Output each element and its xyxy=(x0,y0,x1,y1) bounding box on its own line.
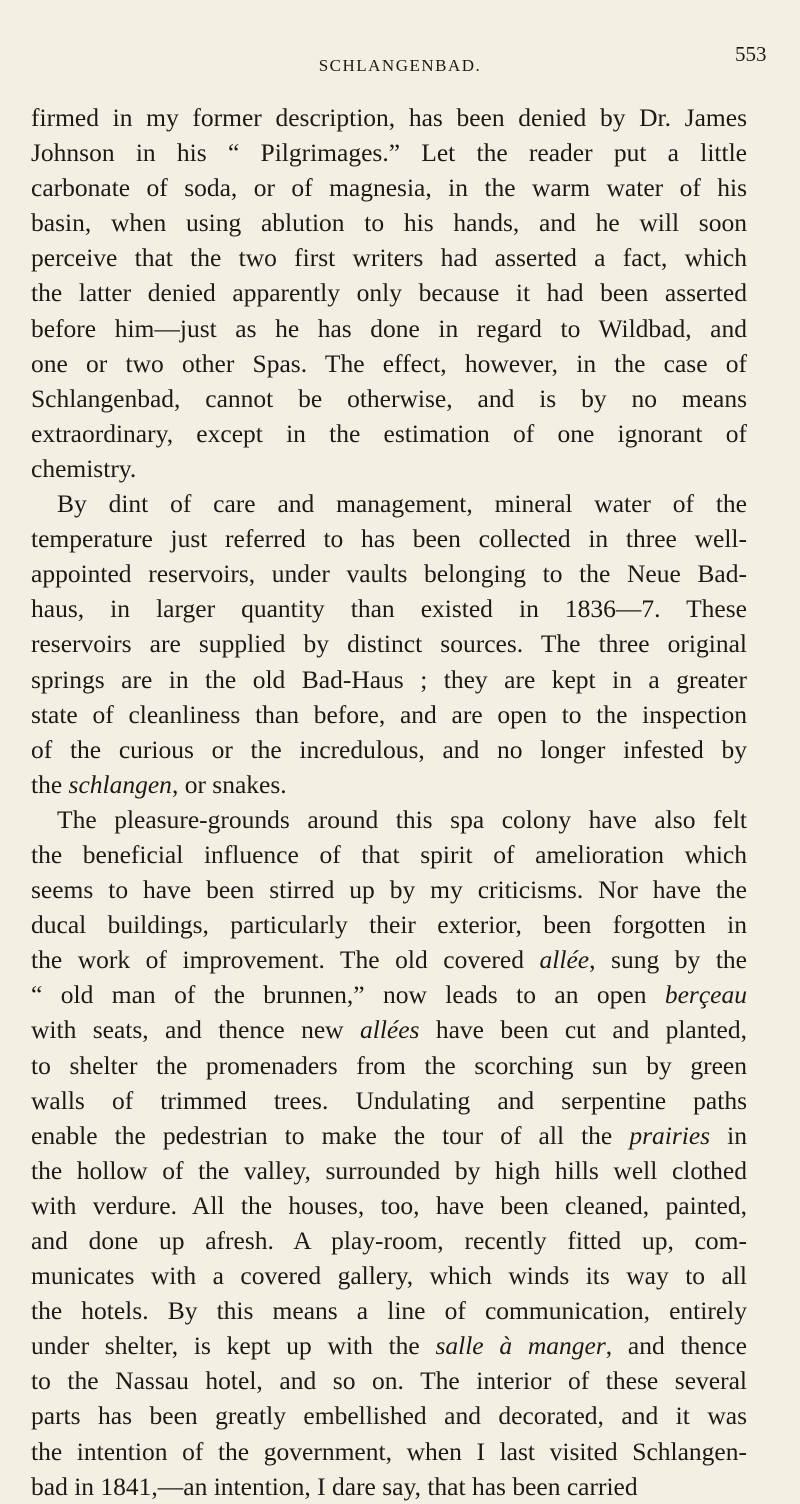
text-line xyxy=(31,837,747,872)
text-segment: Johnson in his “ Pilgrimages.” Let the reader put a little xyxy=(31,138,747,168)
text-segment: extraordinary, except in the estimation of one ignorant of xyxy=(31,418,747,448)
text-line xyxy=(31,626,747,661)
text-line xyxy=(31,416,747,451)
text-segment: the hollow of the valley, surrounded by high hills well clothed xyxy=(31,1155,747,1185)
text-segment: the intention of the government, when I last visited Schlangen- xyxy=(31,1436,747,1466)
text-line xyxy=(31,1012,747,1047)
text-segment: walls of trimmed trees. Undulating and serpentine paths xyxy=(31,1085,747,1115)
text-segment: seems to have been stirred up by my criticisms. Nor have the xyxy=(31,875,747,905)
paragraph xyxy=(31,100,747,486)
text-segment: carbonate of soda, or of magnesia, in the warm water of his xyxy=(31,173,747,203)
text-segment: firmed in my former description, has been denied by Dr. James xyxy=(31,103,747,132)
italic-term: allées xyxy=(359,1015,420,1045)
text-line xyxy=(31,977,747,1012)
text-segment: the work of improvement. The old covered xyxy=(31,945,540,975)
text-line xyxy=(31,697,747,732)
text-line xyxy=(31,1434,747,1469)
text-segment: The pleasure-grounds around this spa colony have also felt xyxy=(57,804,747,834)
text-line xyxy=(31,732,747,767)
text-line xyxy=(31,1328,747,1363)
text-segment: By dint of care and management, mineral water of the xyxy=(57,489,747,519)
text-segment: the latter denied apparently only because it had been asserted xyxy=(31,278,747,308)
page-number: 553 xyxy=(735,42,767,66)
text-segment: Schlangenbad, cannot be otherwise, and is by no means xyxy=(31,383,747,413)
italic-term: berçeau xyxy=(664,980,747,1010)
text-segment: under shelter, is kept up with the xyxy=(31,1331,436,1361)
text-segment: reservoirs are supplied by distinct sources. The three original xyxy=(31,629,747,659)
paragraph xyxy=(31,802,747,1504)
text-segment: to shelter the promenaders from the scorching sun by green xyxy=(31,1050,747,1080)
text-line xyxy=(31,872,747,907)
italic-term: schlangen xyxy=(68,769,172,799)
text-line xyxy=(31,100,747,135)
text-segment: municates with a covered gallery, which winds its way to all xyxy=(31,1261,747,1291)
text-line xyxy=(31,767,747,802)
body-text xyxy=(31,100,747,1504)
text-line xyxy=(31,1469,747,1504)
text-segment: before him—just as he has done in regard to Wildbad, and xyxy=(31,313,747,343)
text-line xyxy=(31,381,747,416)
text-segment: ducal buildings, particularly their exterior, been forgotten in xyxy=(31,910,747,940)
text-segment: have been cut and planted, xyxy=(419,1015,747,1045)
text-line xyxy=(31,275,747,310)
text-segment: the xyxy=(31,769,69,799)
text-line xyxy=(31,486,747,521)
text-line xyxy=(31,556,747,591)
text-segment: haus, in larger quantity than existed in 1836—7. These xyxy=(31,594,747,624)
text-segment: of the curious or the incredulous, and no longer infested by xyxy=(31,734,747,764)
text-segment: the hotels. By this means a line of communication, entirely xyxy=(31,1296,747,1326)
text-line xyxy=(31,1188,747,1223)
text-segment: , and thence xyxy=(605,1331,747,1361)
text-segment: with verdure. All the houses, too, have been cleaned, painted, xyxy=(31,1190,747,1220)
text-line xyxy=(31,1363,747,1398)
text-line xyxy=(31,1118,747,1153)
running-title: SCHLANGENBAD. xyxy=(318,56,482,75)
text-segment: and done up afresh. A play-room, recently fitted up, com- xyxy=(31,1226,747,1255)
text-line xyxy=(31,1398,747,1433)
text-segment: state of cleanliness than before, and are open to the inspection xyxy=(31,699,747,729)
text-segment: perceive that the two first writers had asserted a fact, which xyxy=(31,243,747,273)
text-line xyxy=(31,591,747,626)
text-line xyxy=(31,1223,747,1258)
text-line xyxy=(31,1048,747,1083)
text-line xyxy=(31,1258,747,1293)
text-segment: to the Nassau hotel, and so on. The interior of these several xyxy=(31,1366,747,1396)
text-line xyxy=(31,170,747,205)
text-segment: one or two other Spas. The effect, however, in the case of xyxy=(31,348,747,378)
italic-term: allée xyxy=(539,945,590,975)
text-segment: , sung by the xyxy=(589,945,747,975)
text-line xyxy=(31,311,747,346)
text-line xyxy=(31,451,747,486)
text-line xyxy=(31,521,747,556)
text-segment: basin, when using ablution to his hands, and he will soon xyxy=(31,208,747,238)
text-segment: appointed reservoirs, under vaults belonging to the Neue Bad- xyxy=(31,559,747,589)
text-segment: with seats, and thence new xyxy=(31,1015,360,1045)
text-segment: “ old man of the brunnen,” now leads to an open xyxy=(31,980,665,1010)
text-line xyxy=(31,942,747,977)
text-line xyxy=(31,802,747,837)
text-line xyxy=(31,907,747,942)
text-segment: parts has been greatly embellished and decorated, and it was xyxy=(31,1401,747,1431)
paragraph xyxy=(31,486,747,802)
italic-term: salle à manger xyxy=(435,1331,606,1361)
text-segment: temperature just referred to has been collected in three well- xyxy=(31,524,747,554)
text-line xyxy=(31,1083,747,1118)
text-segment: bad in 1841,—an intention, I dare say, that has been carried xyxy=(31,1471,638,1501)
text-line xyxy=(31,346,747,381)
text-segment: in xyxy=(710,1120,747,1150)
text-line xyxy=(31,135,747,170)
text-line xyxy=(31,1293,747,1328)
text-segment: chemistry. xyxy=(31,453,137,483)
text-segment: , or snakes. xyxy=(171,769,287,799)
italic-term: prairies xyxy=(629,1120,711,1150)
text-line xyxy=(31,205,747,240)
text-line xyxy=(31,662,747,697)
text-segment: enable the pedestrian to make the tour of all the xyxy=(31,1120,630,1150)
text-line xyxy=(31,1153,747,1188)
text-segment: the beneficial influence of that spirit of amelioration which xyxy=(31,839,747,869)
text-segment: springs are in the old Bad-Haus ; they are kept in a greater xyxy=(31,664,747,694)
text-line xyxy=(31,240,747,275)
